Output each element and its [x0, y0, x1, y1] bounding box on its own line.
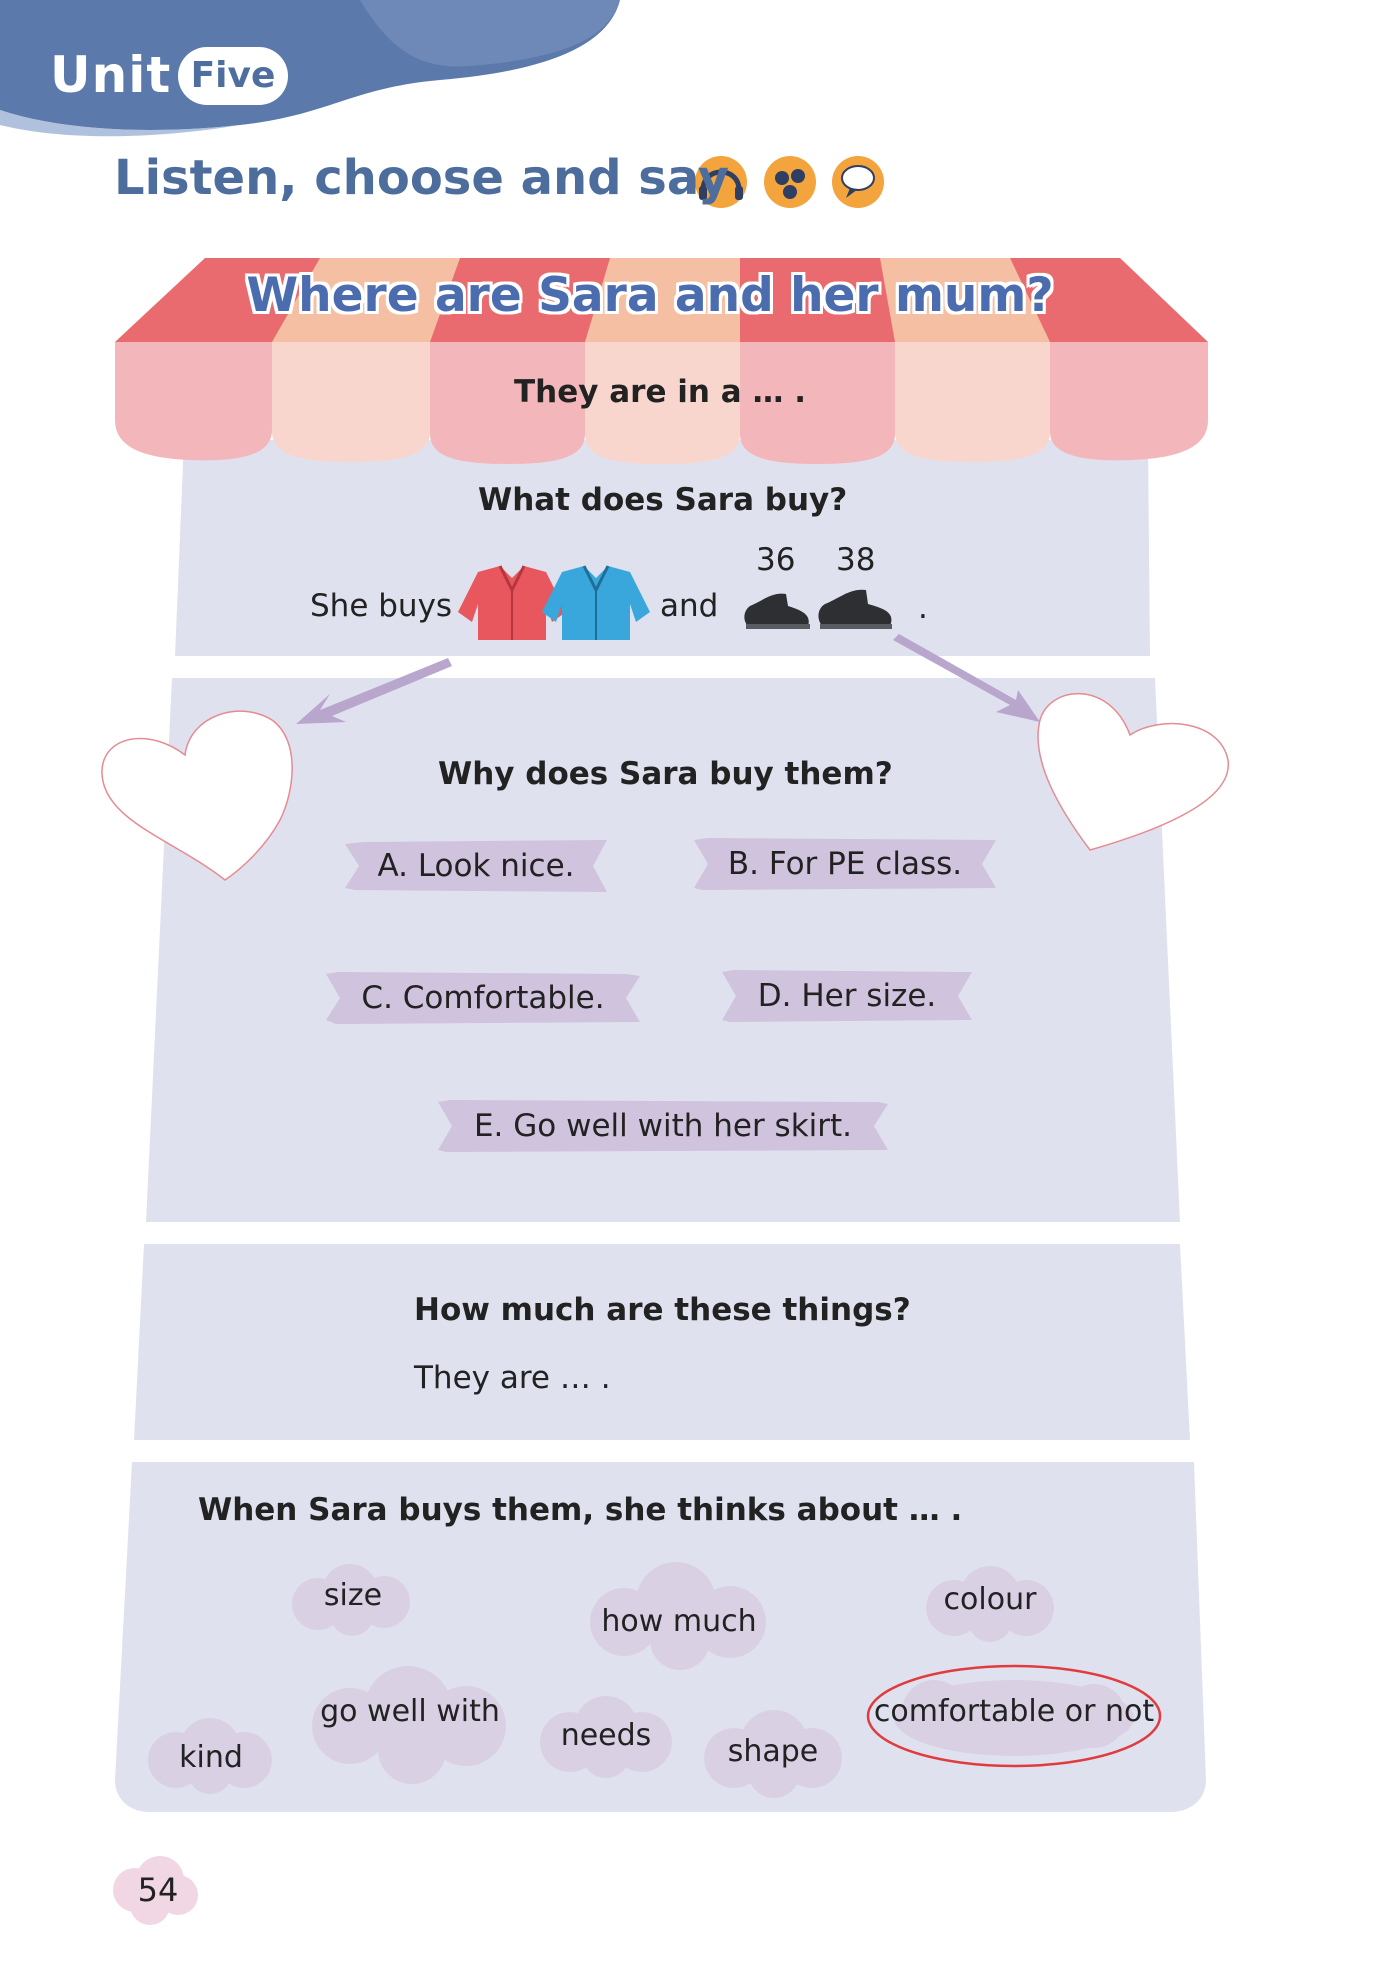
option-d[interactable]: [722, 970, 972, 1022]
option-a[interactable]: [345, 840, 607, 892]
q3-question: Why does Sara buy them?: [438, 756, 893, 792]
word-cloud-go-well-with[interactable]: [304, 1664, 516, 1786]
option-d-label: D. Her size.: [757, 978, 937, 1014]
word-label: size: [323, 1578, 383, 1613]
word-cloud-size[interactable]: [288, 1562, 418, 1638]
q2-prefix: She buys: [310, 588, 453, 624]
shoe-size-38: 38: [836, 542, 876, 578]
word-label: how much: [601, 1604, 757, 1639]
option-c-label: C. Comfortable.: [361, 980, 605, 1016]
word-cloud-colour[interactable]: [922, 1564, 1058, 1644]
banner-title: Where are Sara and her mum?: [246, 268, 1054, 323]
word-cloud-kind[interactable]: [146, 1712, 276, 1796]
page-number: 54: [137, 1871, 179, 1909]
q4-answer-prompt: They are … .: [414, 1360, 611, 1396]
option-c[interactable]: [326, 972, 640, 1024]
q5-question: When Sara buys them, she thinks about … .: [198, 1492, 963, 1528]
unit-label: Unit: [50, 46, 172, 104]
unit-number-badge: Five: [178, 47, 288, 105]
q2-period: .: [918, 590, 928, 626]
word-cloud-comfortable-or-not[interactable]: [864, 1660, 1164, 1772]
word-cloud-needs[interactable]: [536, 1690, 676, 1782]
panel-q4: [134, 1244, 1190, 1440]
option-a-label: A. Look nice.: [377, 848, 575, 884]
word-label: go well with: [320, 1694, 500, 1729]
q2-conjunction: and: [660, 588, 719, 624]
option-e-label: E. Go well with her skirt.: [473, 1108, 853, 1144]
speech-bubble-icon: [832, 156, 884, 208]
word-label: needs: [560, 1718, 652, 1753]
word-label: shape: [727, 1734, 819, 1769]
q1-answer-prompt: They are in a … .: [514, 374, 807, 410]
option-b-label: B. For PE class.: [727, 846, 963, 882]
option-e[interactable]: [438, 1100, 888, 1152]
word-label: comfortable or not: [873, 1694, 1155, 1729]
shoe-size-36: 36: [756, 542, 796, 578]
q4-question: How much are these things?: [414, 1292, 911, 1328]
word-label: kind: [179, 1740, 243, 1775]
word-cloud-shape[interactable]: [700, 1704, 846, 1800]
option-b[interactable]: [694, 838, 996, 890]
q2-question: What does Sara buy?: [478, 482, 848, 518]
abc-options-icon: [764, 156, 816, 208]
word-cloud-how-much[interactable]: [584, 1560, 774, 1672]
activity-instruction: Listen, choose and say: [114, 150, 730, 206]
word-label: colour: [943, 1582, 1037, 1617]
